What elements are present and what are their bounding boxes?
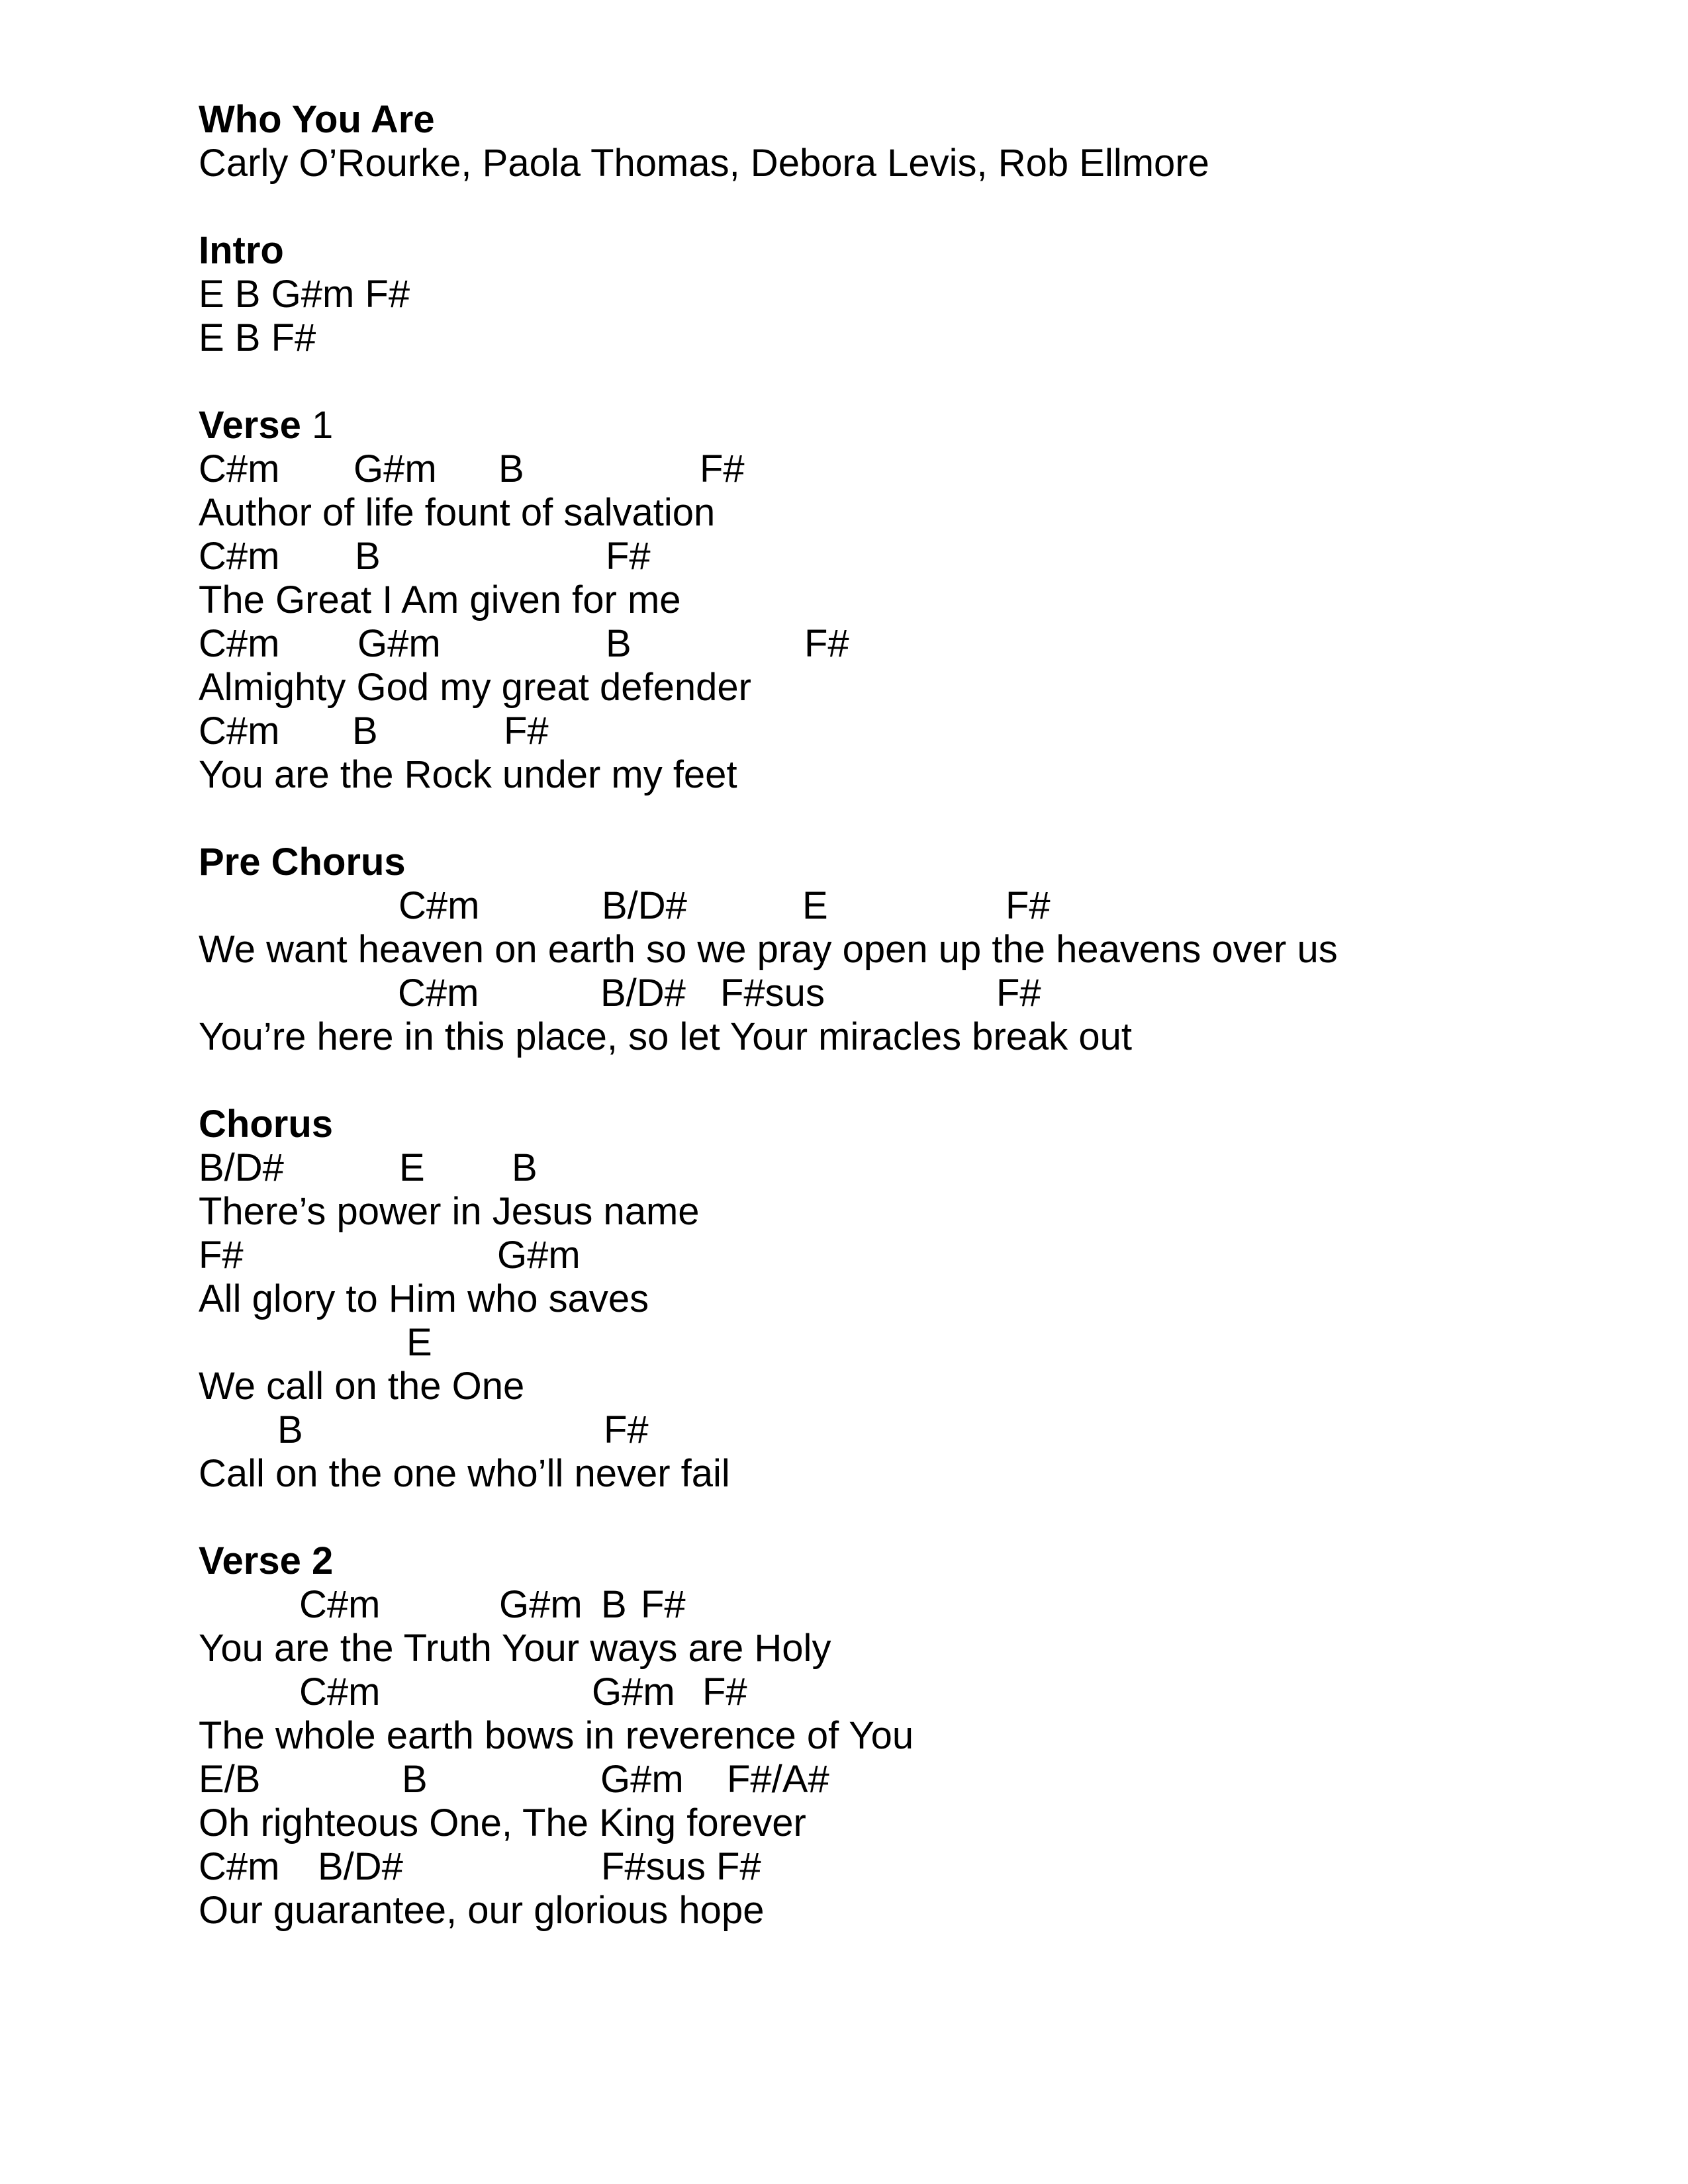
- chord-symbol: F#: [996, 972, 1041, 1015]
- lyric-line: We call on the One: [199, 1365, 525, 1408]
- lyric-line: The Great I Am given for me: [199, 578, 681, 621]
- chord-symbol: B/D#: [602, 884, 687, 927]
- chord-symbol: C#m: [199, 535, 280, 578]
- chord-symbol: B: [498, 447, 524, 490]
- chord-symbol: B: [352, 709, 378, 752]
- chord-symbol: F#sus: [601, 1845, 706, 1888]
- chord-symbol: B/D#: [199, 1146, 284, 1189]
- chord-symbol: F#: [1006, 884, 1051, 927]
- chord-symbol: E: [399, 1146, 425, 1189]
- chord-line: [199, 1146, 1648, 1190]
- chord-line: [199, 1408, 1648, 1452]
- chord-symbol: C#m: [398, 972, 479, 1015]
- lyric-line: Our guarantee, our glorious hope: [199, 1889, 765, 1932]
- chord-symbol: F#: [702, 1670, 747, 1713]
- lyric-line: You are the Truth Your ways are Holy: [199, 1627, 831, 1670]
- lyric-line: You’re here in this place, so let Your miracles break out: [199, 1015, 1133, 1058]
- section-heading-label: Verse 2: [199, 1539, 334, 1582]
- chord-symbol: E/B: [199, 1758, 261, 1801]
- chord-symbol: B: [277, 1408, 303, 1451]
- chord-symbol: F#: [716, 1845, 761, 1888]
- lyric-line: Author of life fount of salvation: [199, 491, 716, 534]
- chord-symbol: E: [802, 884, 828, 927]
- chord-symbol: F#/A#: [727, 1758, 829, 1801]
- chord-symbol: B: [601, 1583, 627, 1626]
- section-heading-label: Verse: [199, 404, 301, 447]
- lyric-line: We want heaven on earth so we pray open up the heavens over us: [199, 928, 1338, 971]
- chord-symbol: F#: [700, 447, 745, 490]
- lyric-line: Call on the one who’ll never fail: [199, 1452, 730, 1495]
- section-heading-label: Pre Chorus: [199, 841, 406, 884]
- chord-symbol: B: [402, 1758, 428, 1801]
- chord-symbol: C#m: [399, 884, 480, 927]
- chord-line: [199, 622, 1648, 666]
- section-heading-label: Chorus: [199, 1103, 333, 1146]
- section-heading-number: 1: [301, 404, 334, 447]
- chord-symbol: G#m: [357, 622, 441, 665]
- chord-symbol: E B G#m F#: [199, 273, 410, 316]
- section-heading: [199, 841, 1648, 884]
- chord-line: [199, 273, 1648, 316]
- chord-line: [199, 1845, 1648, 1889]
- chord-line: [199, 709, 1648, 753]
- section-heading: [199, 229, 1648, 273]
- chord-line: [199, 1583, 1648, 1627]
- section-heading-label: Intro: [199, 229, 284, 272]
- chord-symbol: C#m: [199, 447, 280, 490]
- chord-symbol: F#sus: [720, 972, 825, 1015]
- chord-symbol: E: [406, 1321, 432, 1364]
- chord-symbol: F#: [504, 709, 549, 752]
- lyric-line: There’s power in Jesus name: [199, 1190, 700, 1233]
- chord-symbol: F#: [199, 1234, 244, 1277]
- chord-symbol: G#m: [497, 1234, 581, 1277]
- chord-symbol: C#m: [199, 709, 280, 752]
- section-heading: [199, 404, 1648, 447]
- chord-symbol: C#m: [299, 1583, 381, 1626]
- section-pre-chorus: [199, 841, 1648, 1059]
- song-authors: Carly O’Rourke, Paola Thomas, Debora Levis, Rob Ellmore: [199, 142, 1209, 185]
- chord-symbol: F#: [641, 1583, 686, 1626]
- chord-symbol: E B F#: [199, 316, 316, 359]
- section-heading: [199, 1103, 1648, 1146]
- chord-symbol: B/D#: [318, 1845, 403, 1888]
- chord-symbol: B: [512, 1146, 538, 1189]
- chord-symbol: G#m: [600, 1758, 684, 1801]
- section-verse-1: [199, 404, 1648, 797]
- chord-line: [199, 972, 1648, 1015]
- chord-symbol: B: [355, 535, 381, 578]
- lyric-line: Almighty God my great defender: [199, 666, 751, 709]
- chord-symbol: B: [606, 622, 632, 665]
- chord-symbol: C#m: [199, 1845, 280, 1888]
- chord-symbol: B/D#: [600, 972, 686, 1015]
- lyric-line: The whole earth bows in reverence of You: [199, 1714, 914, 1757]
- lyric-line: You are the Rock under my feet: [199, 753, 737, 796]
- section-chorus: [199, 1103, 1648, 1496]
- chord-symbol: C#m: [199, 622, 280, 665]
- chord-symbol: F#: [604, 1408, 649, 1451]
- chord-line: [199, 316, 1648, 360]
- chord-symbol: G#m: [592, 1670, 675, 1713]
- section-verse-2: [199, 1539, 1648, 1933]
- section-heading: [199, 1539, 1648, 1583]
- chord-line: [199, 447, 1648, 491]
- sections: [199, 229, 1648, 1933]
- lyric-line: Oh righteous One, The King forever: [199, 1801, 806, 1844]
- lyric-line: All glory to Him who saves: [199, 1277, 649, 1320]
- section-intro: [199, 229, 1648, 360]
- chord-symbol: F#: [804, 622, 849, 665]
- chord-line: [199, 1670, 1648, 1714]
- chord-line: [199, 884, 1648, 928]
- chord-symbol: F#: [606, 535, 651, 578]
- chord-symbol: G#m: [499, 1583, 583, 1626]
- chord-symbol: C#m: [299, 1670, 381, 1713]
- chord-line: [199, 1758, 1648, 1801]
- chord-symbol: G#m: [353, 447, 437, 490]
- song-title: Who You Are: [199, 98, 435, 141]
- chord-line: [199, 1234, 1648, 1277]
- chord-line: [199, 1321, 1648, 1365]
- chord-line: [199, 535, 1648, 578]
